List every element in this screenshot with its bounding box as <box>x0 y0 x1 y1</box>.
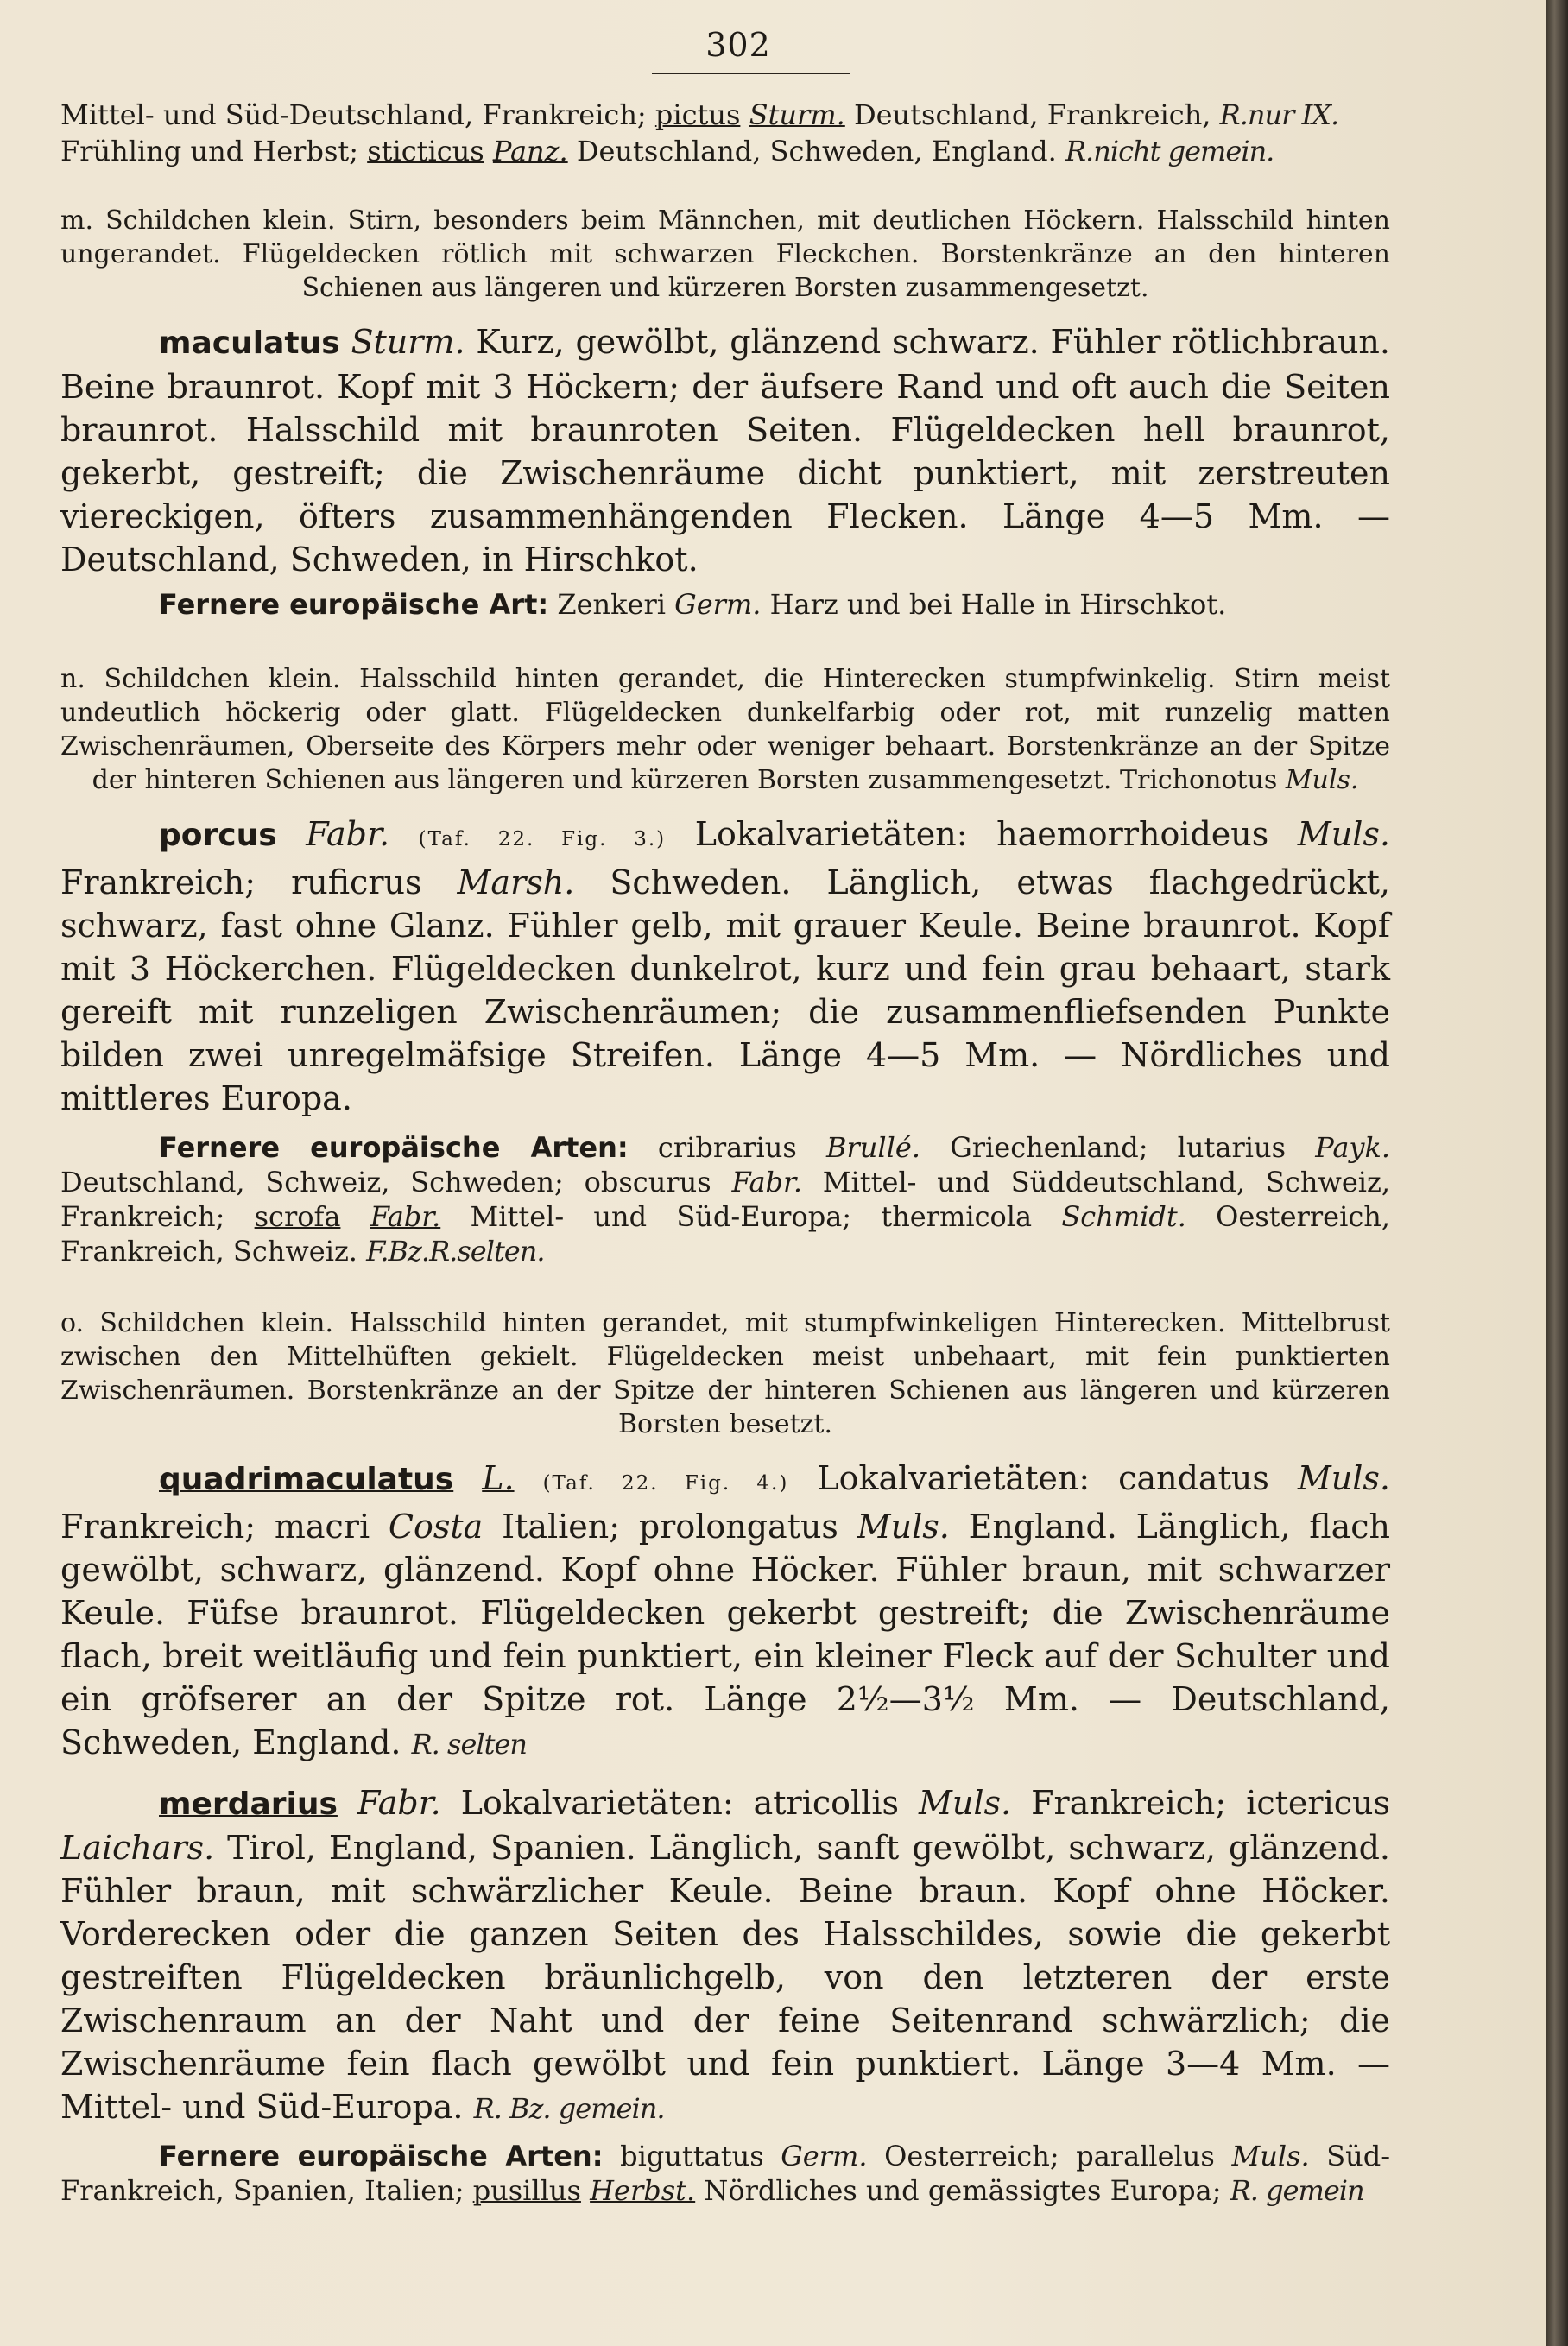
page-number: 302 <box>705 26 771 64</box>
section-m-key: m. Schildchen klein. Stirn, besonders beim Männchen, mit deutlichen Höckern. Halsschild hinten ungerandet. Flügeldecken rötlich mit schwarzen Fleckchen. Borstenkränze an den hinteren Schienen aus längeren und kürzeren Borsten zusammengesetzt. <box>60 206 1390 303</box>
handwritten-note: F.Bz.R.selten. <box>366 1235 545 1268</box>
species-pictus: pictus <box>654 98 741 131</box>
species-scrofa: scrofa <box>254 1200 341 1233</box>
section-o-key: o. Schildchen klein. Halsschild hinten gerandet, mit stumpfwinkeligen Hinterecken. Mittelbrust zwischen den Mittelhüften gekielt. Flügeldecken meist unbehaart, mit fein punktierten Zwischenräumen. Borstenkränze an der Spitze der hinteren Schienen aus längeren und kürzeren Borsten besetzt. <box>60 1308 1390 1439</box>
species-name: quadrimaculatus <box>159 1462 454 1497</box>
page-number-rule <box>652 73 850 74</box>
intro-paragraph: Mittel- und Süd-Deutschland, Frankreich; pictus Sturm. Deutschland, Frankreich, R.nur IX. Frühling und Herbst; sticticus Panz. Deutschland, Schweden, England. R.nicht gemein. <box>60 98 1339 168</box>
species-sticticus: sticticus <box>367 135 484 168</box>
book-spine <box>1546 0 1568 2346</box>
handwritten-note: R.nur IX. <box>1219 98 1339 131</box>
species-name: maculatus <box>159 326 340 361</box>
handwritten-note: R. gemein <box>1230 2174 1364 2207</box>
species-name: merdarius <box>159 1786 338 1822</box>
further-species-paragraph: Fernere europäische Arten: cribrarius Brullé. Griechenland; lutarius Payk. Deutschland, Schweiz, Schweden; obscurus Fabr. Mittel- und Süddeutschland, Schweiz, Frankreich; scrofa Fabr. Mittel- und Süd-Europa; thermicola Schmidt. Oesterreich, Frankreich, Schweiz. F.Bz.R.selten. <box>60 1131 1391 1268</box>
handwritten-note: R. selten <box>411 1728 528 1761</box>
further-species-paragraph: Fernere europäische Arten: biguttatus Germ. Oesterreich; parallelus Muls. Süd-Frankreich, Spanien, Italien; pusillus Herbst. Nördliches und gemässigtes Europa; R. gemein <box>60 2140 1391 2207</box>
handwritten-note: R. Bz. gemein. <box>473 2092 665 2125</box>
species-name: porcus <box>159 818 277 853</box>
species-merdarius-paragraph: merdarius Fabr. Lokalvarietäten: atricollis Muls. Frankreich; ictericus Laichars. Tirol, England, Spanien. Länglich, sanft gewölbt, schwarz, glänzend. Fühler braun, mit schwärzlicher Keule. Beine braun. Kopf ohne Höcker. Vorderecken oder die ganzen Seiten des Halsschildes, sowie die gekerbt gestreiften Flügeldecken bräunlichgelb, von den letzteren der erste Zwischenraum an der Naht und der feine Seitenrand schwärzlich; die Zwischenräume fein flach gewölbt und fein punktiert. Länge 3—4 Mm. — Mittel- und Süd-Europa. R. Bz. gemein. <box>60 1784 1390 2126</box>
page-content <box>60 26 1390 2208</box>
further-species-line: Fernere europäische Art: Zenkeri Germ. Harz und bei Halle in Hirschkot. <box>159 588 1227 621</box>
species-maculatus-paragraph: maculatus Sturm. Kurz, gewölbt, glänzend schwarz. Fühler rötlichbraun. Beine braunrot. Kopf mit 3 Höckern; der äufsere Rand und oft auch die Seiten braunrot. Halsschild mit braunroten Seiten. Flügeldecken hell braunrot, gekerbt, gestreift; die Zwischenräume dicht punktiert, mit zerstreuten viereckigen, öfters zusammenhängenden Flecken. Länge 4—5 Mm. — Deutschland, Schweden, in Hirschkot. <box>60 323 1390 579</box>
handwritten-note: R.nicht gemein. <box>1065 135 1274 168</box>
species-porcus-paragraph: porcus Fabr. (Taf. 22. Fig. 3.) Lokalvarietäten: haemorrhoideus Muls. Frankreich; ruficrus Marsh. Schweden. Länglich, etwas flachgedrückt, schwarz, fast ohne Glanz. Fühler gelb, mit grauer Keule. Beine braunrot. Kopf mit 3 Höckerchen. Flügeldecken dunkelrot, kurz und fein grau behaart, stark gereift mit runzeligen Zwischenräumen; die zusammenfliefsenden Punkte bilden zwei unregelmäfsige Streifen. Länge 4—5 Mm. — Nördliches und mittleres Europa. <box>60 815 1390 1117</box>
species-quadrimaculatus-paragraph: quadrimaculatus L. (Taf. 22. Fig. 4.) Lokalvarietäten: candatus Muls. Frankreich; macri Costa Italien; prolongatus Muls. England. Länglich, flach gewölbt, schwarz, glänzend. Kopf ohne Höcker. Fühler braun, mit schwarzer Keule. Füfse braunrot. Flügeldecken gekerbt gestreift; die Zwischenräume flach, breit weitläufig und fein punktiert, ein kleiner Fleck auf der Schulter und ein gröfserer an der Spitze rot. Länge 2½—3½ Mm. — Deutschland, Schweden, England. R. selten <box>60 1459 1390 1761</box>
species-pusillus: pusillus <box>472 2174 581 2207</box>
section-n-key: n. Schildchen klein. Halsschild hinten gerandet, die Hinterecken stumpfwinkelig. Stirn meist undeutlich höckerig oder glatt. Flügeldecken dunkelfarbig oder rot, mit runzelig matten Zwischenräumen, Oberseite des Körpers mehr oder weniger behaart. Borstenkränze an der Spitze der hinteren Schienen aus längeren und kürzeren Borsten zusammengesetzt. Trichonotus Muls. <box>60 664 1390 795</box>
